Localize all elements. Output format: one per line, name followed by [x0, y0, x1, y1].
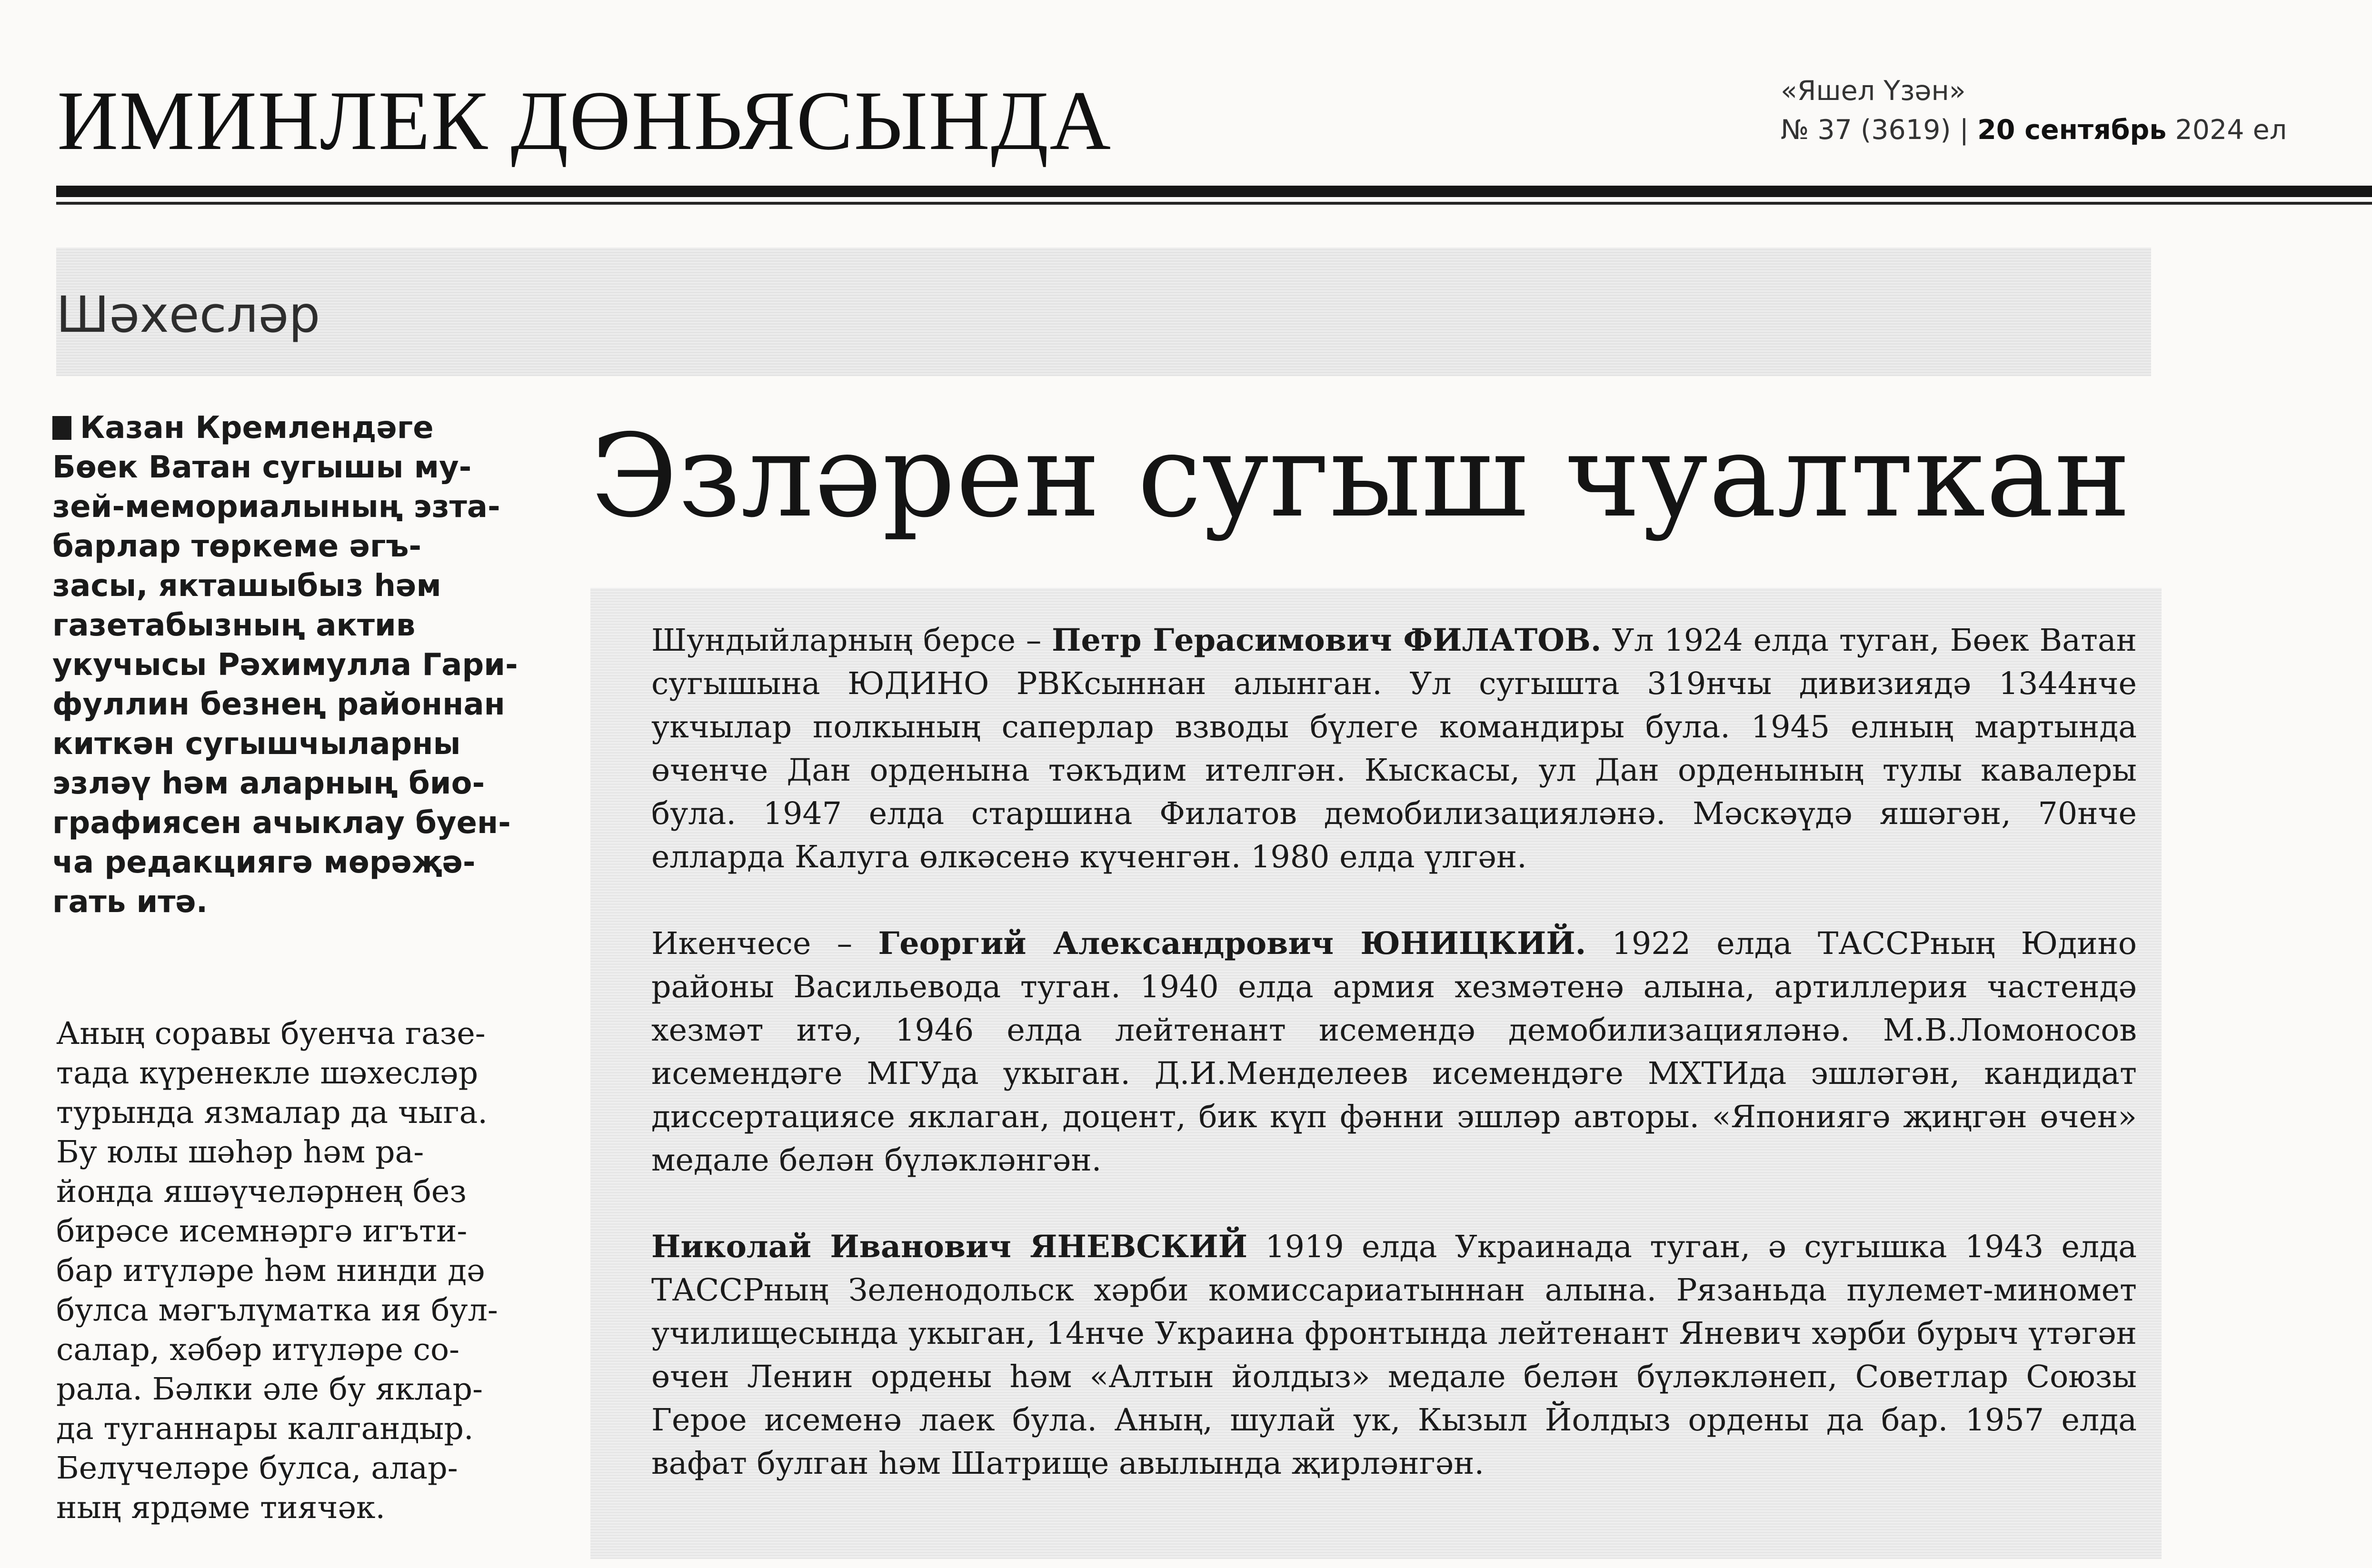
- sidebar-lead-line: зей-мемориалының эзта-: [52, 489, 500, 525]
- article-paragraph-yanevsky: [651, 1225, 2137, 1485]
- issue-separator: |: [1959, 114, 1969, 146]
- sidebar-lead-line: фуллин безнең районнан: [52, 687, 505, 722]
- sidebar-body-line: булса мәгълүматка ия бул-: [56, 1292, 498, 1328]
- sidebar-body-line: ның ярдәме тиячәк.: [56, 1490, 386, 1526]
- sidebar-body-line: бар итүләре һәм нинди дә: [56, 1253, 485, 1289]
- article-paragraph-filatov: [651, 619, 2137, 879]
- sidebar-body-line: бирәсе исемнәргә игъти-: [56, 1213, 468, 1249]
- sidebar-body-line: салар, хәбәр итүләре со-: [56, 1332, 460, 1368]
- issue-date: 20 сентябрь: [1977, 114, 2167, 146]
- document-icon: [52, 416, 71, 440]
- header-rule-thin: [56, 202, 2372, 205]
- sidebar-body-line: турында язмалар да чыга.: [56, 1095, 488, 1131]
- paragraph-text: 1919 елда Украинада туган, ә сугышка 1943 елда ТАССРның Зеленодольск хәрби комиссариатыннан алына. Рязаньда пулемет-миномет училищесында укыган, 14нче Украина фронтында лейтенант Яневич хәрби бурыч үтәгән өчен Ленин ордены һәм «Алтын йолдыз» медале белән бүләкләнеп, Советлар Союзы Герое исеменә лаек була. Аның, шулай ук, Кызыл Йолдыз ордены да бар. 1957 елда вафат булган һәм Шатрище авылында җирләнгән.: [651, 1229, 2137, 1481]
- paragraph-intro: Шундыйларның берсе –: [651, 623, 1052, 658]
- sidebar-lead-line: эзләү һәм аларның био-: [52, 766, 485, 801]
- person-name: Николай Иванович ЯНЕВСКИЙ: [651, 1229, 1248, 1265]
- sidebar-lead-line: засы, якташыбыз һәм: [52, 568, 441, 604]
- issue-number: № 37 (3619): [1781, 114, 1951, 146]
- paragraph-intro: Икенчесе –: [651, 926, 878, 962]
- sidebar-lead-line: газетабызның актив: [52, 608, 416, 643]
- sidebar-lead-line: гать итә.: [52, 884, 208, 920]
- article-body: [651, 619, 2137, 1528]
- sidebar-lead: [52, 408, 552, 922]
- issue-year: 2024 ел: [2175, 114, 2287, 146]
- sidebar-body-line: тада күренекле шәхесләр: [56, 1055, 478, 1091]
- sidebar-lead-line: графиясен ачыклау буен-: [52, 805, 511, 841]
- sidebar-lead-line: киткән сугышчыларны: [52, 726, 461, 762]
- paper-name: «Яшел Үзән»: [1781, 75, 1966, 107]
- sidebar-lead-line: ча редакциягә мөрәҗә-: [52, 845, 476, 880]
- sidebar-lead-text: Казан Кремлендәге: [80, 410, 434, 446]
- sidebar-lead-line: барлар төркеме әгъ-: [52, 529, 422, 564]
- sidebar-body: [56, 1014, 556, 1528]
- sidebar-body-line: рала. Бәлки әле бу яклар-: [56, 1371, 483, 1407]
- page-section-title: ИМИНЛЕК ДӨНЬЯСЫНДА: [57, 73, 1112, 168]
- sidebar-body-line: Аның соравы буенча газе-: [56, 1016, 486, 1052]
- article-headline: Эзләрен сугыш чуалткан: [590, 409, 2131, 543]
- issue-line: [1781, 110, 2287, 149]
- sidebar-body-line: да туганнары калгандыр.: [56, 1411, 474, 1447]
- sidebar-body-line: Бу юлы шәһәр һәм ра-: [56, 1134, 424, 1170]
- person-name: Петр Герасимович ФИЛАТОВ.: [1052, 622, 1602, 658]
- person-name: Георгий Александрович ЮНИЦКИЙ.: [878, 925, 1586, 962]
- sidebar-lead-line: укучысы Рәхимулла Гари-: [52, 647, 518, 683]
- paragraph-text: 1922 елда ТАССРның Юдино районы Васильеводa туган. 1940 елда армия хезмәтенә алына, артиллерия частендә хезмәт итә, 1946 елда лейтенант исемендә демобилизацияләнә. М.В.Ломоносов исемендәге МГУда укыган. Д.И.Менделеев исемендәге МХТИда эшләгән, кандидат диссертациясе яклаган, доцент, бик күп фәнни эшләр авторы. «Япониягә җиңгән өчен» медале белән бүләкләнгән.: [651, 926, 2137, 1178]
- sidebar-lead-line: Бөек Ватан сугышы му-: [52, 450, 472, 485]
- paragraph-text: Ул 1924 елда туган, Бөек Ватан сугышына ЮДИНО РВКсыннан алынган. Ул сугышта 319нчы дивизиядә 1344нче укчылар полкының саперлар взводы бүлеге командиры була. 1945 елның мартында өченче Дан орденына тәкъдим ителгән. Кыскасы, ул Дан орденының тулы кавалеры була. 1947 елда старшина Филатов демобилизацияләнә. Мәскәүдә яшәгән, 70нче елларда Калуга өлкәсенә күченгән. 1980 елда үлгән.: [651, 623, 2137, 875]
- section-band: [56, 248, 2151, 376]
- header-rule-thick: [56, 186, 2372, 197]
- article-paragraph-yunitsky: [651, 922, 2137, 1182]
- sidebar-body-line: Белүчеләре булса, алар-: [56, 1450, 458, 1486]
- section-label: Шәхесләр: [56, 286, 320, 344]
- paper-info: [1781, 71, 2287, 149]
- sidebar-body-line: йонда яшәүчеләрнең без: [56, 1174, 467, 1210]
- sidebar-lead-line: [52, 408, 552, 448]
